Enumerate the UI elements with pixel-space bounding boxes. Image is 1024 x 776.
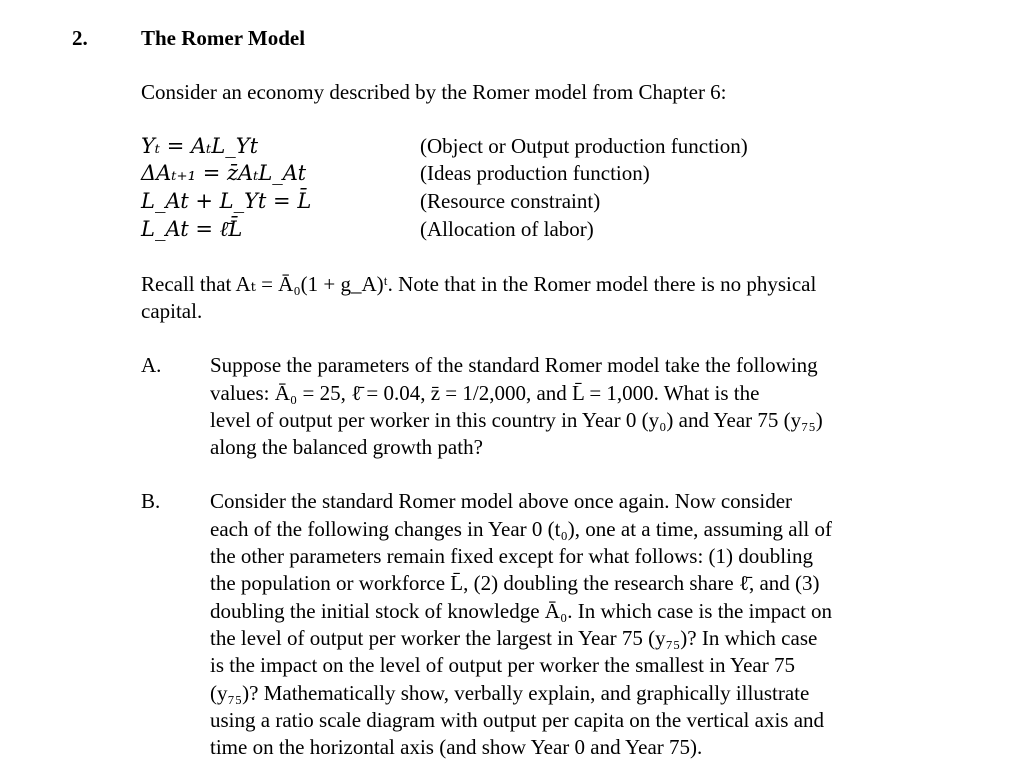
part-b-line: the other parameters remain fixed except for what follows: (1) doubling bbox=[210, 544, 813, 568]
part-b-line: using a ratio scale diagram with output per capita on the vertical axis and bbox=[210, 708, 825, 732]
equation-formula: L_At = ℓ̄L̄ bbox=[141, 217, 243, 241]
part-a-line: Suppose the parameters of the standard Romer model take the following bbox=[210, 353, 818, 377]
part-a-line: values: Ā₀ = 25, ℓ̄ = 0.04, z̄ = 1/2,000, and L̄ = 1,000. What is the bbox=[210, 381, 760, 405]
part-b-line: (y₇₅)? Mathematically show, verbally explain, and graphically illustrate bbox=[210, 681, 810, 705]
part-b-line: is the impact on the level of output per worker the smallest in Year 75 bbox=[210, 653, 795, 677]
part-b-line: Consider the standard Romer model above once again. Now consider bbox=[210, 489, 793, 513]
part-b-line: doubling the initial stock of knowledge Ā₀. In which case is the impact on bbox=[210, 599, 833, 623]
part-a-line: level of output per worker in this country in Year 0 (y₀) and Year 75 (y₇₅) bbox=[210, 408, 823, 432]
intro-text: Consider an economy described by the Romer model from Chapter 6: bbox=[141, 80, 727, 104]
equation-description: (Object or Output production function) bbox=[420, 134, 748, 158]
equation-description: (Allocation of labor) bbox=[420, 217, 594, 241]
equation-description: (Ideas production function) bbox=[420, 161, 650, 185]
part-b-line: time on the horizontal axis (and show Year 0 and Year 75). bbox=[210, 735, 703, 759]
part-b-line: the population or workforce L̄, (2) doubling the research share ℓ̄, and (3) bbox=[210, 571, 820, 595]
recall-text-line: capital. bbox=[141, 299, 203, 323]
part-b-line: the level of output per worker the largest in Year 75 (y₇₅)? In which case bbox=[210, 626, 818, 650]
equation-formula: L_At + L_Yt = L̄ bbox=[141, 189, 312, 213]
recall-text-line: Recall that Aₜ = Ā₀(1 + g_A)ᵗ. Note that in the Romer model there is no physical bbox=[141, 272, 817, 296]
question-title: The Romer Model bbox=[141, 26, 306, 50]
equation-formula: Yₜ = AₜL_Yt bbox=[141, 134, 259, 158]
part-b-label: B. bbox=[141, 489, 161, 513]
equation-description: (Resource constraint) bbox=[420, 189, 601, 213]
question-number: 2. bbox=[72, 26, 88, 50]
part-a-label: A. bbox=[141, 353, 162, 377]
equation-formula: ΔAₜ₊₁ = z̄AₜL_At bbox=[141, 161, 307, 185]
part-a-line: along the balanced growth path? bbox=[210, 435, 483, 459]
part-b-line: each of the following changes in Year 0 (t₀), one at a time, assuming all of bbox=[210, 517, 832, 541]
